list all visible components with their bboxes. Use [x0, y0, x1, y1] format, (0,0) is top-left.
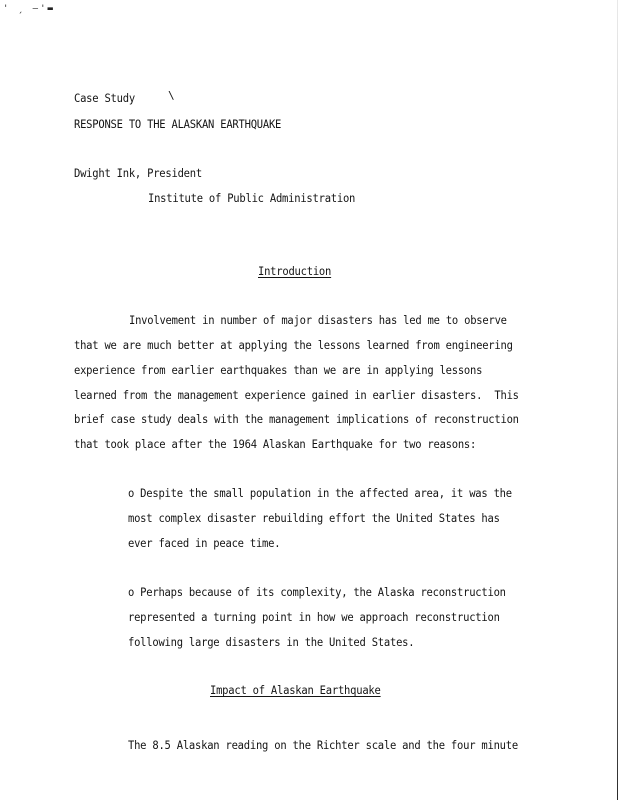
paragraph-line: learned from the management experience gained in earlier disasters. This: [74, 389, 519, 402]
page-edge: [617, 0, 618, 800]
bullet-line: represented a turning point in how we approach reconstruction: [128, 611, 500, 624]
paragraph-line: Involvement in number of major disasters has led me to observe: [129, 314, 507, 327]
paragraph-line: that took place after the 1964 Alaskan Earthquake for two reasons:: [74, 438, 477, 451]
paragraph-line: experience from earlier earthquakes than we are in applying lessons: [74, 364, 483, 377]
scan-artifact-marks: ' ˏ –'▬: [3, 4, 55, 14]
bullet-line: o Perhaps because of its complexity, the Alaska reconstruction: [128, 586, 506, 599]
paragraph-line: that we are much better at applying the lessons learned from engineering: [74, 339, 513, 352]
document-label: Case Study: [74, 92, 135, 105]
author-affiliation: Institute of Public Administration: [148, 192, 356, 205]
paragraph-line: The 8.5 Alaskan reading on the Richter scale and the four minute: [128, 739, 518, 752]
stray-mark: \: [168, 89, 175, 102]
bullet-line: following large disasters in the United States.: [128, 636, 415, 649]
paragraph-line: brief case study deals with the management implications of reconstruction: [74, 413, 519, 426]
author-name: Dwight Ink, President: [74, 167, 202, 180]
bullet-line: o Despite the small population in the affected area, it was the: [128, 487, 512, 500]
section-heading-introduction: Introduction: [258, 265, 332, 278]
section-heading-impact: Impact of Alaskan Earthquake: [210, 684, 381, 697]
document-title: RESPONSE TO THE ALASKAN EARTHQUAKE: [74, 118, 282, 131]
bullet-line: ever faced in peace time.: [128, 537, 281, 550]
bullet-line: most complex disaster rebuilding effort the United States has: [128, 512, 500, 525]
